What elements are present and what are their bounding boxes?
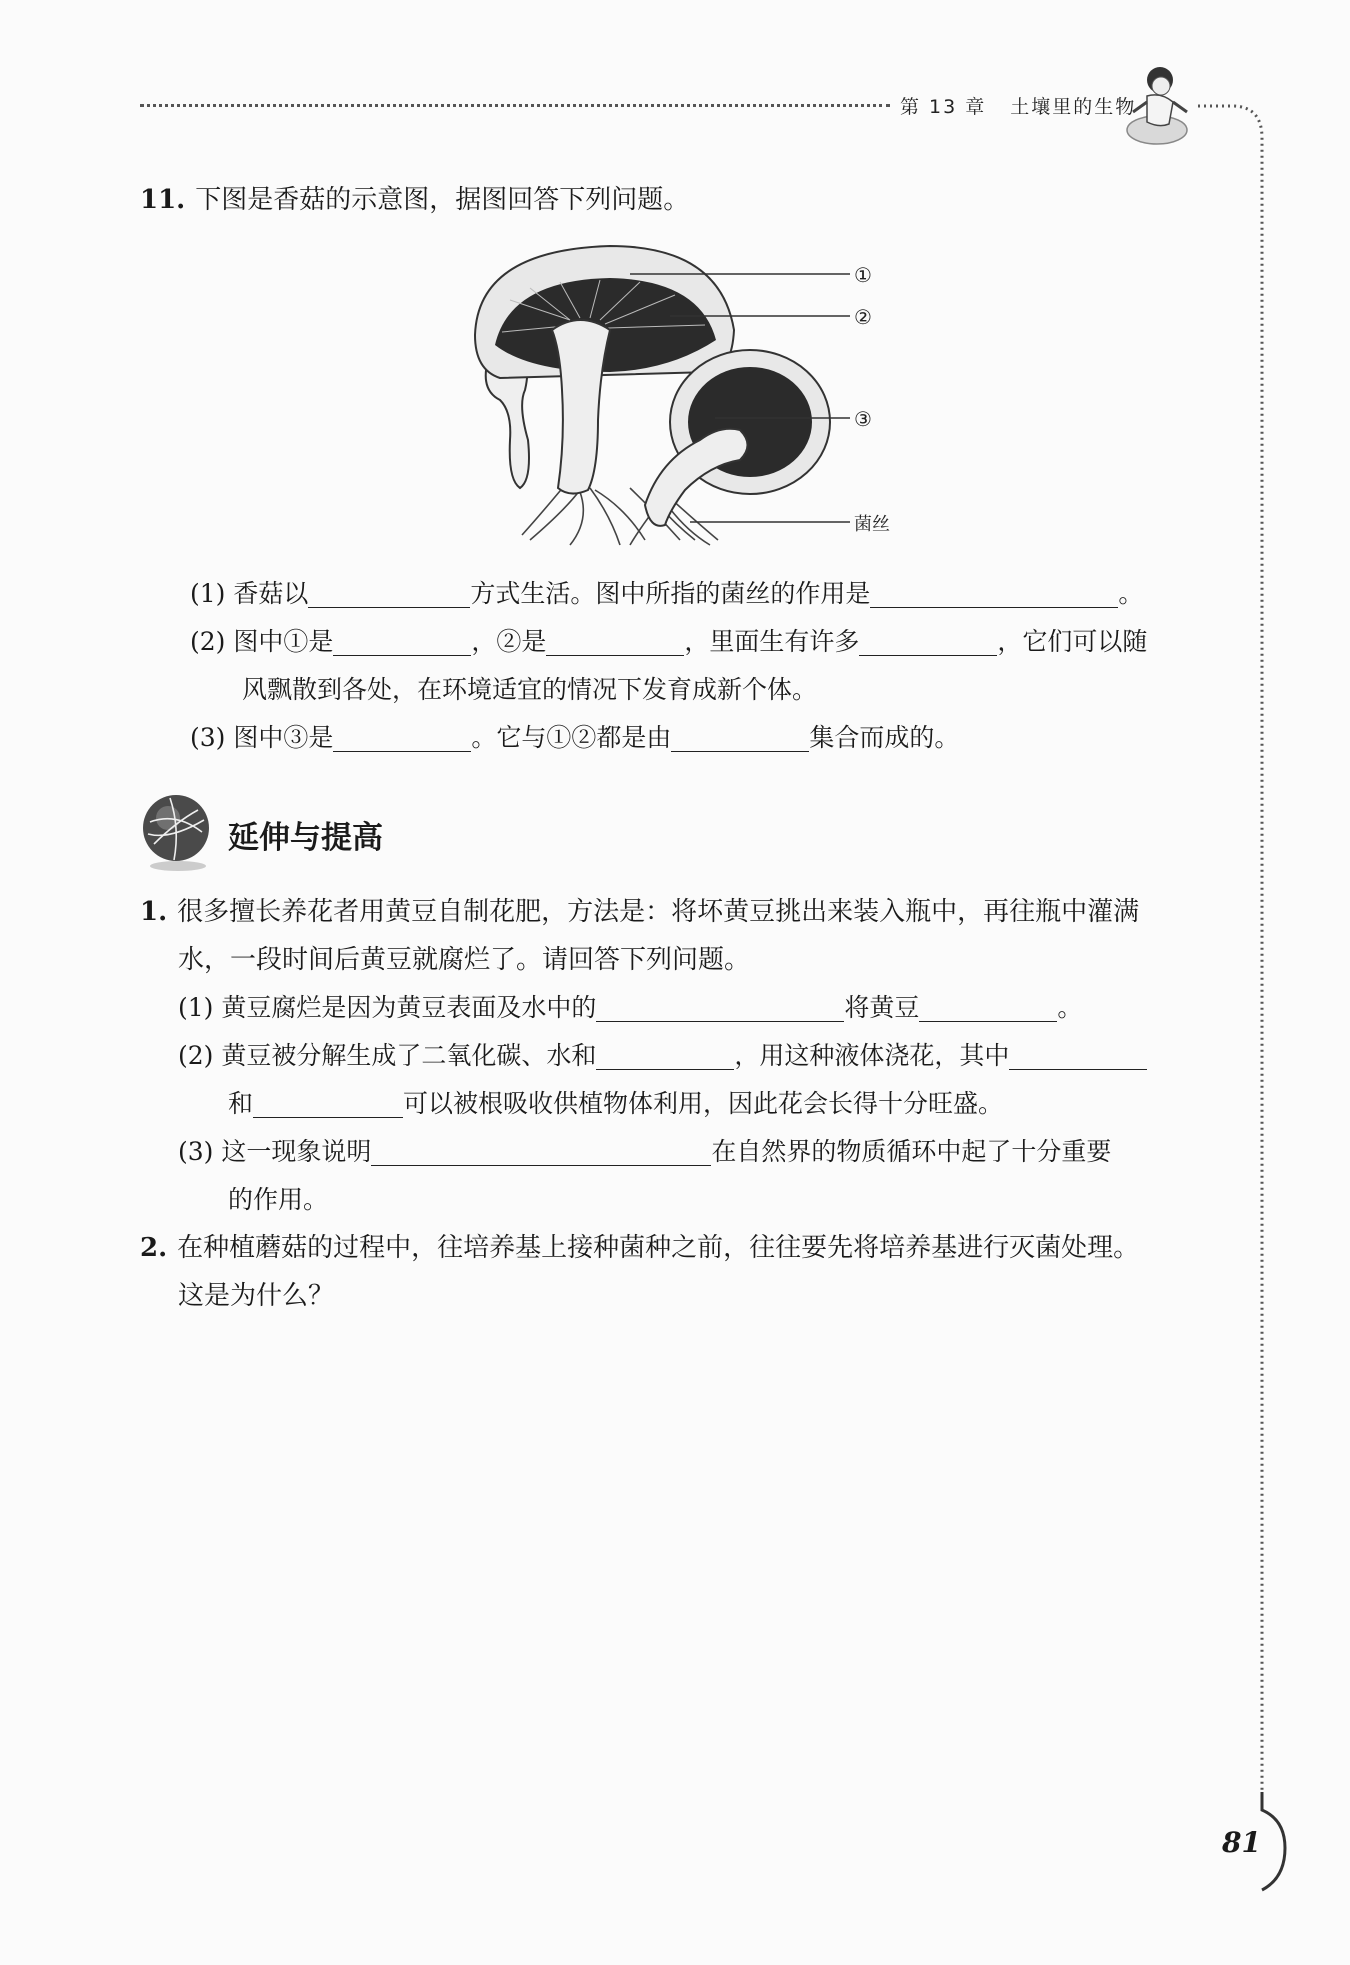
text: (1) 香菇以	[190, 579, 309, 608]
e1-part-2	[178, 1032, 1147, 1080]
text: ，它们可以随	[997, 627, 1148, 656]
e1-part-1	[178, 984, 1082, 1032]
label-3: ③	[854, 407, 872, 431]
shiitake-diagram	[470, 240, 910, 550]
answer-blank[interactable]	[371, 1135, 711, 1166]
extension-q2-stem	[140, 1224, 1139, 1272]
label-1: ①	[854, 263, 872, 287]
question-11-stem	[140, 176, 689, 224]
text: (2) 黄豆被分解生成了二氧化碳、水和	[178, 1041, 597, 1070]
text: 和	[228, 1089, 254, 1118]
answer-blank[interactable]	[596, 991, 844, 1022]
answer-blank[interactable]	[870, 577, 1118, 608]
answer-blank[interactable]	[333, 721, 471, 752]
text: 方式生活。图中所指的菌丝的作用是	[470, 579, 871, 608]
answer-blank[interactable]	[859, 625, 997, 656]
q11-part-2	[190, 618, 1147, 666]
label-2: ②	[854, 305, 872, 329]
q11-part-3	[190, 714, 959, 762]
answer-blank[interactable]	[546, 625, 684, 656]
text: 。	[1118, 579, 1144, 608]
q11-part-1	[190, 570, 1143, 618]
chapter-number: 第 13 章	[900, 96, 987, 118]
text: ，用这种液体浇花，其中	[734, 1041, 1010, 1070]
text: 。它与①②都是由	[471, 723, 672, 752]
text: ，②是	[471, 627, 547, 656]
chapter-title: 土壤里的生物	[1010, 96, 1137, 118]
e1-part-3-cont: 的作用。	[228, 1185, 329, 1214]
extension-q1-stem-cont: 水，一段时间后黄豆就腐烂了。请回答下列问题。	[178, 945, 751, 975]
answer-blank[interactable]	[1009, 1039, 1147, 1070]
text: (3) 图中③是	[190, 723, 334, 752]
text: (3) 这一现象说明	[178, 1137, 372, 1166]
label-hyphae: 菌丝	[854, 514, 890, 535]
extension-q2-stem-cont: 这是为什么？	[178, 1281, 335, 1311]
big-stem	[552, 320, 610, 494]
question-number: 1.	[140, 897, 168, 927]
text: ，里面生有许多	[684, 627, 860, 656]
e1-part-2-cont	[228, 1080, 1003, 1128]
text: 可以被根吸收供植物体利用，因此花会长得十分旺盛。	[403, 1089, 1004, 1118]
page-number: 81	[1222, 1826, 1261, 1859]
section-title: 延伸与提高	[228, 820, 383, 856]
q11-part-2-cont: 风飘散到各处，在环境适宜的情况下发育成新个体。	[242, 675, 818, 704]
answer-blank[interactable]	[333, 625, 471, 656]
text: 将黄豆	[844, 993, 920, 1022]
globe-icon	[140, 792, 212, 874]
question-text: 下图是香菇的示意图，据图回答下列问题。	[195, 185, 690, 215]
question-text: 很多擅长养花者用黄豆自制花肥，方法是：将坏黄豆挑出来装入瓶中，再往瓶中灌满	[177, 897, 1140, 927]
answer-blank[interactable]	[596, 1039, 734, 1070]
question-number: 2.	[140, 1233, 168, 1263]
e1-part-3	[178, 1128, 1111, 1176]
text: 集合而成的。	[809, 723, 960, 752]
question-number: 11.	[140, 185, 186, 215]
question-text: 在种植蘑菇的过程中，往培养基上接种菌种之前，往往要先将培养基进行灭菌处理。	[177, 1233, 1140, 1263]
answer-blank[interactable]	[308, 577, 470, 608]
text: 在自然界的物质循环中起了十分重要	[711, 1137, 1112, 1166]
extension-q1-stem	[140, 888, 1139, 936]
text: (1) 黄豆腐烂是因为黄豆表面及水中的	[178, 993, 597, 1022]
answer-blank[interactable]	[671, 721, 809, 752]
hyphae-lines	[522, 485, 718, 545]
answer-blank[interactable]	[253, 1087, 403, 1118]
text: 。	[1057, 993, 1083, 1022]
answer-blank[interactable]	[919, 991, 1057, 1022]
text: (2) 图中①是	[190, 627, 334, 656]
